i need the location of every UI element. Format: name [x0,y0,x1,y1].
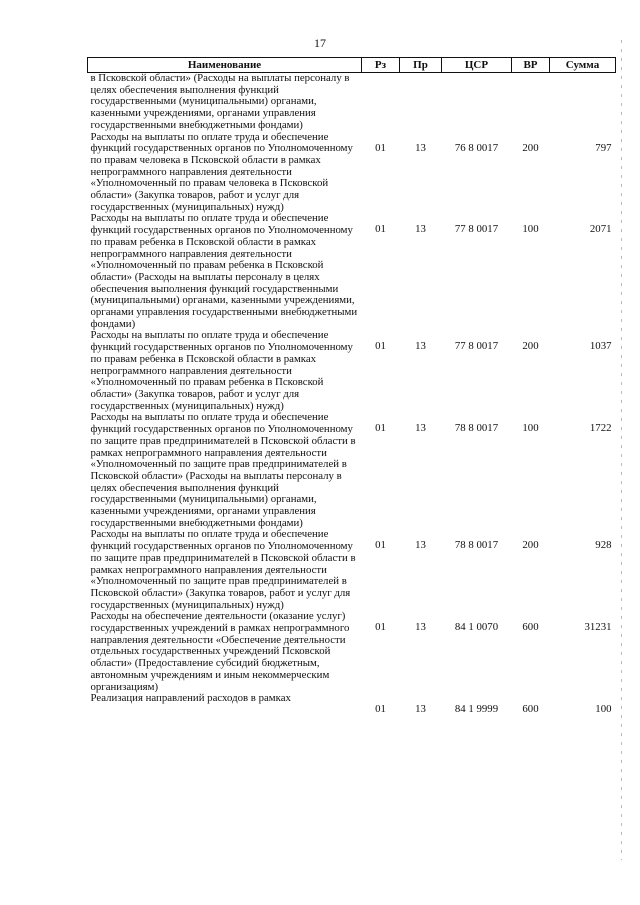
row-sum: 1722 [589,422,612,435]
header-vr: ВР [512,58,550,73]
row-rz [362,73,400,132]
scan-edge-mark [621,40,622,860]
row-rz: 01 [375,141,386,154]
row-rz: 01 [375,621,386,634]
row-pr [400,73,442,132]
page-number: 17 [314,36,326,50]
row-csr: 84 1 0070 [454,621,499,634]
row-name: Расходы на обеспечение деятельности (оказание услуг) государственных учреждений в рамках непрограммного направления деятельности «Обеспечение деятельности отдельных государственных учреждений Псковской области» (Предоставление субсидий бюджетным, автономным учреждениям и иным некоммерческим организациям) [90,610,350,693]
row-name: Расходы на выплаты по оплате труда и обеспечение функций государственных органов по Уполномоченному по защите прав предпринимателей в Псковской области в рамках непрограммного направления деятельности «Уполномоченный по защите прав предпринимателей в Псковской области» (Закупка товаров, работ и услуг для государственных (муниципальных) нужд) [90,528,356,611]
row-vr: 600 [522,621,539,634]
table-row [88,73,616,132]
table-row [88,330,616,412]
row-rz: 01 [375,422,386,435]
header-csr: ЦСР [442,58,512,73]
row-pr: 13 [415,621,426,634]
table-row [88,412,616,529]
row-rz: 01 [375,539,386,552]
row-sum: 797 [595,141,612,154]
row-name: Расходы на выплаты по оплате труда и обеспечение функций государственных органов по Уполномоченному по правам ребенка в Псковской области в рамках непрограммного направления деятельности «Уполномоченный по правам ребенка в Псковской области» (Расходы на выплаты персоналу в целях обеспечения выполнения функций государственными (муниципальными) органами, казенными учреждениями, органами управления государственными внебюджетными фондами) [90,212,358,330]
row-name: в Псковской области» (Расходы на выплаты персоналу в целях обеспечения выполнения функций государственными (муниципальными) органами, казенными учреждениями, органами управления государственными внебюджетными фондами) [90,72,350,131]
row-pr: 13 [415,703,426,716]
row-csr: 77 8 0017 [454,223,499,236]
row-sum: 1037 [589,340,612,353]
row-vr: 200 [522,141,539,154]
row-sum: 31231 [584,621,612,634]
row-vr: 100 [522,223,539,236]
row-vr [512,73,550,132]
header-name: Наименование [88,58,362,73]
row-name: Реализация направлений расходов в рамках [90,692,291,705]
row-name: Расходы на выплаты по оплате труда и обеспечение функций государственных органов по Уполномоченному по защите прав предпринимателей в Псковской области в рамках непрограммного направления деятельности «Уполномоченный по защите прав предпринимателей в Псковской области» (Расходы на выплаты персоналу в целях обеспечения выполнения функций государственными (муниципальными) органами, казенными учреждениями, органами управления государственными внебюджетными фондами) [90,411,356,529]
row-csr: 78 8 0017 [454,422,499,435]
table-header-row [88,58,616,73]
row-pr: 13 [415,422,426,435]
header-pr: Пр [400,58,442,73]
row-name: Расходы на выплаты по оплате труда и обеспечение функций государственных органов по Уполномоченному по правам ребенка в Псковской области в рамках непрограммного направления деятельности «Уполномоченный по правам ребенка в Псковской области» (Закупка товаров, работ и услуг для государственных (муниципальных) нужд) [90,329,353,412]
row-csr: 78 8 0017 [454,539,499,552]
table-row [88,611,616,693]
row-csr: 77 8 0017 [454,340,499,353]
row-sum: 100 [595,703,612,716]
table-row [88,213,616,330]
header-rz: Рз [362,58,400,73]
header-sum: Сумма [550,58,616,73]
row-pr: 13 [415,223,426,236]
table-row [88,132,616,214]
row-pr: 13 [415,539,426,552]
row-vr: 600 [522,703,539,716]
table-row [88,529,616,611]
row-csr [442,73,512,132]
row-pr: 13 [415,141,426,154]
row-pr: 13 [415,340,426,353]
row-csr: 76 8 0017 [454,141,499,154]
row-rz: 01 [375,340,386,353]
row-rz: 01 [375,703,386,716]
row-sum: 2071 [589,223,612,236]
row-vr: 200 [522,539,539,552]
row-name: Расходы на выплаты по оплате труда и обеспечение функций государственных органов по Уполномоченному по правам человека в Псковской области в рамках непрограммного направления деятельности «Уполномоченный по правам человека в Псковской области» (Закупка товаров, работ и услуг для государственных (муниципальных) нужд) [90,130,353,213]
budget-table [87,57,616,716]
row-csr: 84 1 9999 [454,703,499,716]
row-sum [550,73,616,132]
row-rz: 01 [375,223,386,236]
row-sum: 928 [595,539,612,552]
row-vr: 200 [522,340,539,353]
row-vr: 100 [522,422,539,435]
table-row [88,693,616,716]
